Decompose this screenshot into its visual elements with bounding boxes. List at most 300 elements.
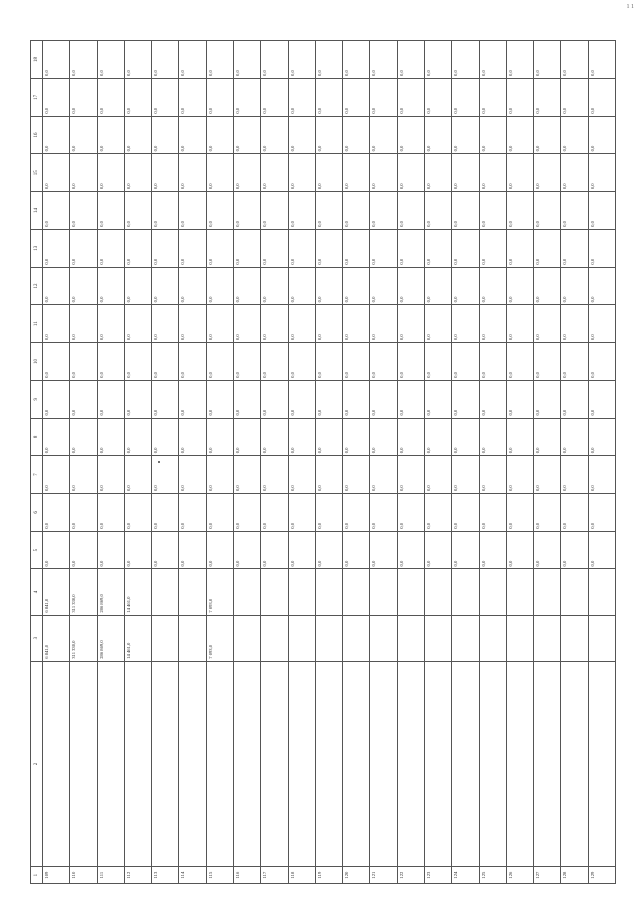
value-cell: 0,0 (70, 456, 97, 494)
institution-name-cell (479, 661, 506, 867)
value-cell: 0,0 (588, 418, 615, 456)
value-cell: 0,0 (397, 418, 424, 456)
value-cell: 0,0 (43, 494, 70, 532)
value-cell: 0,0 (97, 78, 124, 116)
value-cell: 0,0 (152, 305, 179, 343)
value-cell (588, 569, 615, 615)
row-number-cell: 124 (452, 867, 479, 884)
value-cell: 0,0 (152, 418, 179, 456)
value-cell: 0,0 (534, 343, 561, 381)
column-number-cell: 8 (31, 418, 43, 456)
row-number-cell: 116 (233, 867, 260, 884)
value-cell: 0,0 (206, 154, 233, 192)
value-cell: 0,0 (152, 78, 179, 116)
table-row (424, 41, 451, 884)
value-cell: 0,0 (370, 380, 397, 418)
table-row (206, 41, 233, 884)
value-cell: 0,0 (452, 116, 479, 154)
value-cell: 0,0 (206, 267, 233, 305)
value-cell: 0,0 (452, 343, 479, 381)
institution-name-cell (343, 661, 370, 867)
value-cell: 0,0 (424, 154, 451, 192)
value-cell: 14 461,0 (124, 569, 151, 615)
value-cell: 0,0 (370, 192, 397, 230)
value-cell: 0,0 (424, 531, 451, 569)
value-cell: 0,0 (534, 192, 561, 230)
value-cell: 0,0 (233, 531, 260, 569)
institution-name-cell (561, 661, 588, 867)
value-cell: 0,0 (424, 494, 451, 532)
value-cell: 0,0 (97, 418, 124, 456)
value-cell (534, 615, 561, 661)
table-row (261, 41, 288, 884)
value-cell: 0,0 (397, 192, 424, 230)
table-row (315, 41, 342, 884)
value-cell (506, 569, 533, 615)
value-cell (233, 569, 260, 615)
institution-name-cell (70, 661, 97, 867)
value-cell: 0,0 (534, 494, 561, 532)
value-cell: 0,0 (152, 154, 179, 192)
institution-name-cell (233, 661, 260, 867)
value-cell: 0,0 (506, 343, 533, 381)
value-cell (370, 615, 397, 661)
value-cell: 0,0 (288, 305, 315, 343)
value-cell: 0,0 (152, 380, 179, 418)
column-number-cell: 2 (31, 661, 43, 867)
value-cell: 0,0 (261, 380, 288, 418)
value-cell: 286 869,0 (97, 569, 124, 615)
row-number-cell: 112 (124, 867, 151, 884)
value-cell: 0,0 (588, 229, 615, 267)
value-cell: 0,0 (261, 78, 288, 116)
value-cell: 0,0 (152, 116, 179, 154)
value-cell: 0,0 (233, 78, 260, 116)
value-cell: 0,0 (233, 154, 260, 192)
value-cell: 7 093,0 (206, 569, 233, 615)
value-cell: 0,0 (397, 116, 424, 154)
value-cell: 0,0 (179, 229, 206, 267)
value-cell: 0,0 (233, 116, 260, 154)
value-cell: 0,0 (479, 343, 506, 381)
value-cell: 0,0 (288, 192, 315, 230)
value-cell: 0,0 (343, 418, 370, 456)
row-number-cell: 126 (506, 867, 533, 884)
value-cell: 0,0 (424, 116, 451, 154)
value-cell: 0,0 (315, 380, 342, 418)
row-number-cell: 127 (534, 867, 561, 884)
value-cell: 0,0 (397, 343, 424, 381)
value-cell: 0,0 (43, 41, 70, 79)
value-cell: 0,0 (534, 154, 561, 192)
value-cell: 0,0 (70, 494, 97, 532)
value-cell (315, 615, 342, 661)
value-cell: 0,0 (452, 494, 479, 532)
row-number-cell: 129 (588, 867, 615, 884)
value-cell: 0,0 (343, 78, 370, 116)
value-cell: 0,0 (397, 229, 424, 267)
value-cell: 0,0 (343, 305, 370, 343)
value-cell: 0,0 (261, 343, 288, 381)
value-cell: 0,0 (397, 305, 424, 343)
value-cell: 0,0 (315, 531, 342, 569)
value-cell: 0,0 (397, 380, 424, 418)
value-cell: 0,0 (506, 380, 533, 418)
value-cell (261, 569, 288, 615)
value-cell: 0,0 (561, 305, 588, 343)
value-cell: 0,0 (233, 192, 260, 230)
value-cell (233, 615, 260, 661)
row-number-cell: 113 (152, 867, 179, 884)
value-cell: 0,0 (179, 494, 206, 532)
value-cell: 0,0 (561, 229, 588, 267)
value-cell: 0,0 (343, 343, 370, 381)
column-number-cell: 12 (31, 267, 43, 305)
value-cell: 6 841,0 (43, 569, 70, 615)
column-number-cell: 5 (31, 531, 43, 569)
value-cell: 0,0 (452, 154, 479, 192)
value-cell: 0,0 (233, 343, 260, 381)
value-cell: 0,0 (97, 380, 124, 418)
value-cell: 0,0 (370, 116, 397, 154)
value-cell: 0,0 (179, 154, 206, 192)
value-cell: 0,0 (424, 78, 451, 116)
value-cell: 0,0 (97, 154, 124, 192)
value-cell: 0,0 (70, 343, 97, 381)
table-row (124, 41, 151, 884)
value-cell: 0,0 (43, 305, 70, 343)
value-cell: 0,0 (70, 154, 97, 192)
value-cell: 0,0 (124, 456, 151, 494)
value-cell: 0,0 (561, 531, 588, 569)
row-number-cell: 120 (343, 867, 370, 884)
value-cell: 0,0 (343, 154, 370, 192)
value-cell: 0,0 (261, 494, 288, 532)
value-cell: 286 869,0 (97, 615, 124, 661)
value-cell: 0,0 (424, 343, 451, 381)
value-cell: 0,0 (233, 267, 260, 305)
table-row (588, 41, 615, 884)
value-cell: 0,0 (152, 343, 179, 381)
value-cell: 0,0 (124, 116, 151, 154)
value-cell: 0,0 (534, 531, 561, 569)
value-cell: 0,0 (43, 78, 70, 116)
value-cell: 0,0 (588, 380, 615, 418)
table-row (561, 41, 588, 884)
value-cell: 0,0 (370, 267, 397, 305)
value-cell: 0,0 (261, 154, 288, 192)
value-cell: 0,0 (424, 41, 451, 79)
value-cell: 0,0 (97, 343, 124, 381)
table-row (179, 41, 206, 884)
value-cell: 0,0 (124, 305, 151, 343)
value-cell: 0,0 (588, 494, 615, 532)
value-cell (288, 615, 315, 661)
value-cell: 0,0 (479, 41, 506, 79)
column-number-cell: 18 (31, 41, 43, 79)
value-cell: 0,0 (424, 456, 451, 494)
value-cell: 0,0 (179, 380, 206, 418)
value-cell: 0,0 (561, 456, 588, 494)
value-cell: 0,0 (452, 229, 479, 267)
value-cell: 0,0 (152, 531, 179, 569)
value-cell: 0,0 (43, 418, 70, 456)
value-cell: 0,0 (561, 192, 588, 230)
value-cell: 0,0 (370, 343, 397, 381)
column-number-cell: 3 (31, 615, 43, 661)
value-cell: 0,0 (315, 343, 342, 381)
institution-name-cell (124, 661, 151, 867)
value-cell: 0,0 (506, 192, 533, 230)
value-cell: 0,0 (588, 41, 615, 79)
value-cell: 0,0 (561, 343, 588, 381)
value-cell: 0,0 (206, 305, 233, 343)
value-cell: 0,0 (561, 418, 588, 456)
table-row (370, 41, 397, 884)
value-cell: 0,0 (206, 418, 233, 456)
value-cell: 0,0 (70, 418, 97, 456)
value-cell: 0,0 (506, 78, 533, 116)
column-number-cell: 1 (31, 867, 43, 884)
institution-name-cell (97, 661, 124, 867)
value-cell: 0,0 (179, 192, 206, 230)
value-cell: 0,0 (206, 494, 233, 532)
value-cell: 0,0 (288, 343, 315, 381)
value-cell: 0,0 (370, 456, 397, 494)
value-cell: 0,0 (315, 116, 342, 154)
value-cell: 0,0 (315, 78, 342, 116)
value-cell: 0,0 (397, 78, 424, 116)
institution-name-cell (452, 661, 479, 867)
value-cell: 0,0 (288, 41, 315, 79)
value-cell: 0,0 (206, 41, 233, 79)
table-row (479, 41, 506, 884)
value-cell: 0,0 (152, 229, 179, 267)
value-cell: 0,0 (288, 494, 315, 532)
value-cell: 0,0 (233, 418, 260, 456)
institution-name-cell (370, 661, 397, 867)
value-cell: 0,0 (152, 192, 179, 230)
column-number-cell: 7 (31, 456, 43, 494)
value-cell: 0,0 (152, 456, 179, 494)
value-cell: 0,0 (479, 456, 506, 494)
value-cell: 0,0 (261, 418, 288, 456)
value-cell (561, 615, 588, 661)
row-number-cell: 115 (206, 867, 233, 884)
value-cell (179, 615, 206, 661)
value-cell: 0,0 (534, 116, 561, 154)
column-number-cell: 11 (31, 305, 43, 343)
value-cell: 0,0 (70, 380, 97, 418)
value-cell: 0,0 (561, 154, 588, 192)
value-cell: 0,0 (452, 41, 479, 79)
institution-name-cell (152, 661, 179, 867)
row-number-cell: 118 (288, 867, 315, 884)
value-cell: 0,0 (124, 154, 151, 192)
value-cell: 0,0 (288, 116, 315, 154)
value-cell: 0,0 (343, 41, 370, 79)
value-cell: 0,0 (206, 531, 233, 569)
value-cell: 0,0 (397, 154, 424, 192)
value-cell: 0,0 (179, 267, 206, 305)
value-cell: 0,0 (506, 116, 533, 154)
value-cell: 0,0 (343, 380, 370, 418)
row-number-cell: 128 (561, 867, 588, 884)
value-cell: 0,0 (506, 229, 533, 267)
row-number-cell: 109 (43, 867, 70, 884)
value-cell: 0,0 (70, 78, 97, 116)
institution-name-cell (43, 661, 70, 867)
value-cell: 0,0 (479, 267, 506, 305)
value-cell (534, 569, 561, 615)
value-cell: 0,0 (315, 494, 342, 532)
value-cell: 0,0 (343, 494, 370, 532)
institution-name-cell (397, 661, 424, 867)
value-cell: 0,0 (534, 267, 561, 305)
table-row (97, 41, 124, 884)
value-cell: 0,0 (343, 229, 370, 267)
value-cell: 0,0 (479, 418, 506, 456)
value-cell (397, 569, 424, 615)
value-cell: 0,0 (43, 192, 70, 230)
value-cell: 0,0 (124, 494, 151, 532)
value-cell: 0,0 (97, 531, 124, 569)
value-cell: 0,0 (233, 41, 260, 79)
value-cell: 0,0 (506, 41, 533, 79)
column-number-cell: 9 (31, 380, 43, 418)
column-number-cell: 14 (31, 192, 43, 230)
value-cell: 0,0 (506, 418, 533, 456)
value-cell: 0,0 (343, 456, 370, 494)
value-cell: 0,0 (261, 305, 288, 343)
value-cell: 0,0 (588, 456, 615, 494)
institution-name-cell (179, 661, 206, 867)
value-cell: 0,0 (97, 494, 124, 532)
value-cell: 0,0 (124, 531, 151, 569)
row-number-cell: 114 (179, 867, 206, 884)
value-cell (343, 615, 370, 661)
value-cell: 0,0 (370, 418, 397, 456)
value-cell: 0,0 (370, 78, 397, 116)
value-cell: 0,0 (370, 154, 397, 192)
value-cell: 0,0 (452, 267, 479, 305)
value-cell (506, 615, 533, 661)
value-cell: 0,0 (479, 78, 506, 116)
institution-name-cell (261, 661, 288, 867)
value-cell: 0,0 (479, 305, 506, 343)
value-cell: 0,0 (261, 116, 288, 154)
value-cell: 0,0 (424, 192, 451, 230)
column-number-cell: 6 (31, 494, 43, 532)
value-cell (261, 615, 288, 661)
page-corner-mark: 1 1 (626, 4, 634, 10)
value-cell: 0,0 (506, 456, 533, 494)
value-cell: 0,0 (179, 78, 206, 116)
value-cell: 0,0 (506, 267, 533, 305)
value-cell: 0,0 (233, 494, 260, 532)
value-cell: 0,0 (179, 531, 206, 569)
column-number-cell: 15 (31, 154, 43, 192)
value-cell: 311 330,0 (70, 569, 97, 615)
row-number-cell: 125 (479, 867, 506, 884)
value-cell: 0,0 (288, 418, 315, 456)
table-row (70, 41, 97, 884)
value-cell: 0,0 (179, 116, 206, 154)
value-cell: 0,0 (424, 267, 451, 305)
table-row (288, 41, 315, 884)
value-cell: 0,0 (452, 531, 479, 569)
institution-name-cell (315, 661, 342, 867)
value-cell: 0,0 (315, 41, 342, 79)
value-cell: 0,0 (206, 456, 233, 494)
value-cell: 0,0 (179, 418, 206, 456)
value-cell: 0,0 (288, 456, 315, 494)
value-cell: 0,0 (233, 229, 260, 267)
value-cell: 0,0 (534, 41, 561, 79)
value-cell: 0,0 (43, 116, 70, 154)
value-cell: 0,0 (397, 531, 424, 569)
value-cell (424, 569, 451, 615)
value-cell: 14 461,0 (124, 615, 151, 661)
institution-name-cell (206, 661, 233, 867)
value-cell: 0,0 (588, 116, 615, 154)
institution-name-cell (506, 661, 533, 867)
value-cell: 0,0 (206, 78, 233, 116)
value-cell: 0,0 (315, 154, 342, 192)
value-cell: 0,0 (479, 380, 506, 418)
value-cell: 0,0 (124, 343, 151, 381)
value-cell: 0,0 (206, 192, 233, 230)
value-cell: 0,0 (97, 267, 124, 305)
value-cell: 0,0 (534, 305, 561, 343)
value-cell: 0,0 (288, 267, 315, 305)
value-cell: 0,0 (534, 418, 561, 456)
row-number-cell: 111 (97, 867, 124, 884)
value-cell: 0,0 (43, 531, 70, 569)
value-cell: 0,0 (370, 494, 397, 532)
row-number-cell: 123 (424, 867, 451, 884)
value-cell: 0,0 (261, 192, 288, 230)
rotated-sheet (30, 40, 616, 884)
value-cell: 0,0 (397, 456, 424, 494)
value-cell: 0,0 (397, 494, 424, 532)
value-cell: 0,0 (70, 229, 97, 267)
value-cell: 0,0 (233, 305, 260, 343)
value-cell: 0,0 (97, 116, 124, 154)
table-row (43, 41, 70, 884)
value-cell: 0,0 (124, 418, 151, 456)
value-cell: 0,0 (70, 192, 97, 230)
value-cell: 0,0 (70, 41, 97, 79)
value-cell: 0,0 (97, 456, 124, 494)
budget-table (30, 40, 616, 884)
value-cell: 0,0 (452, 380, 479, 418)
value-cell: 0,0 (152, 267, 179, 305)
value-cell: 0,0 (370, 41, 397, 79)
value-cell: 0,0 (179, 456, 206, 494)
value-cell: 0,0 (43, 380, 70, 418)
value-cell: 0,0 (561, 267, 588, 305)
value-cell: 0,0 (70, 116, 97, 154)
value-cell: 0,0 (43, 154, 70, 192)
institution-name-cell (424, 661, 451, 867)
value-cell: 0,0 (124, 380, 151, 418)
value-cell: 0,0 (288, 229, 315, 267)
value-cell: 0,0 (179, 305, 206, 343)
value-cell: 0,0 (288, 154, 315, 192)
value-cell: 0,0 (179, 41, 206, 79)
value-cell: 0,0 (124, 192, 151, 230)
